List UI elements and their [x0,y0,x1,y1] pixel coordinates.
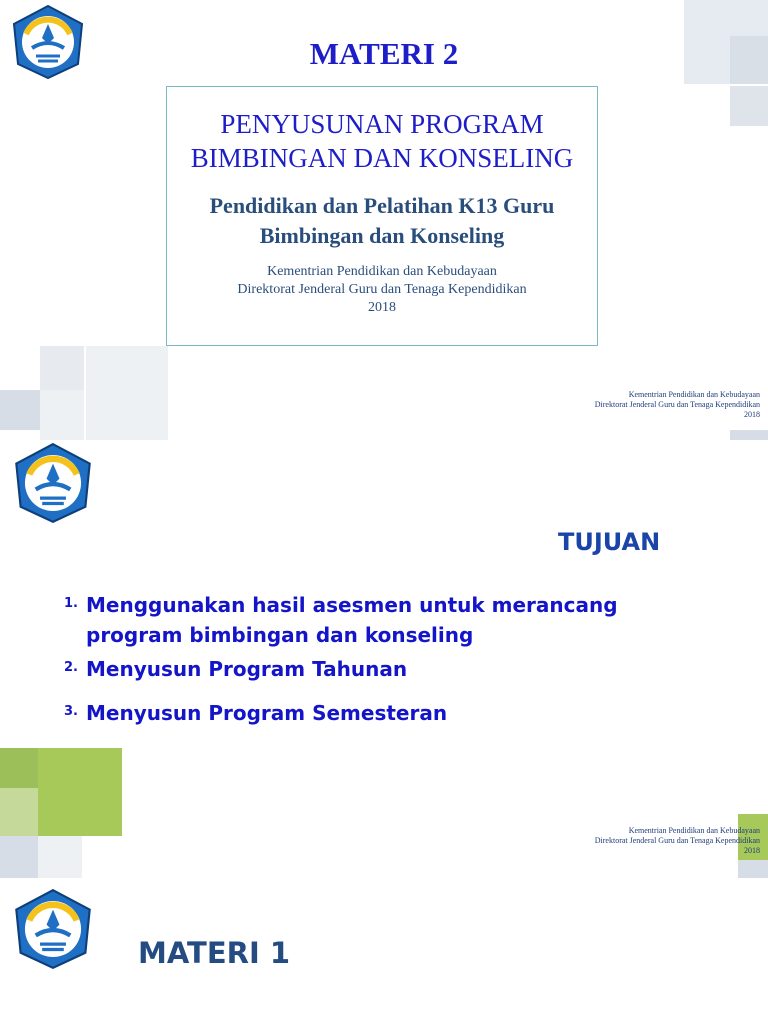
list-item [64,654,744,684]
decor-square [38,748,122,836]
footer-year: 2018 [744,846,760,855]
list-number: 2. [64,660,78,675]
decor-square [0,748,38,788]
organization-year: 2018 [368,300,396,315]
main-heading-line: PENYUSUNAN PROGRAM [220,109,544,139]
slide-title: MATERI 2 [309,36,459,71]
decor-square [0,390,40,430]
footer-line: Kementrian Pendidikan dan Kebudayaan [628,390,760,399]
decor-square [738,860,768,878]
decor-square [0,836,38,878]
list-text: Menyusun Program Semesteran [86,701,448,725]
ministry-logo-icon [12,442,94,524]
footer-year: 2018 [744,410,760,419]
main-heading [167,107,597,175]
ministry-logo-icon [12,888,94,970]
organization-line: Direktorat Jenderal Guru dan Tenaga Kependidikan [237,282,527,297]
decor-square [40,346,84,390]
list-item [64,590,744,650]
decor-square [86,346,168,440]
footer-line: Kementrian Pendidikan dan Kebudayaan [628,826,760,835]
slide-title: TUJUAN [558,528,661,556]
list-text-line: Menggunakan hasil asesmen untuk merancang [86,593,618,617]
slide-3 [0,880,768,1024]
slide-title: MATERI 1 [138,936,291,970]
list-text-line: program bimbingan dan konseling [86,623,474,647]
slide-footer [595,390,760,420]
title-box [166,86,598,346]
list-text [86,590,618,650]
list-number: 3. [64,704,78,719]
slide-2 [0,442,768,878]
list-number: 1. [64,596,78,611]
slide-1 [0,0,768,440]
list-text: Menyusun Program Tahunan [86,657,408,681]
decor-square [730,86,768,126]
organization-line: Kementrian Pendidikan dan Kebudayaan [267,264,497,279]
objectives-list [64,590,744,728]
decor-square [0,788,38,836]
organization [167,263,597,317]
decor-square [40,390,84,440]
footer-line: Direktorat Jenderal Guru dan Tenaga Kependidikan [594,400,760,409]
subtitle [167,191,597,251]
footer-line: Direktorat Jenderal Guru dan Tenaga Kependidikan [594,836,760,845]
slide-footer [595,826,760,856]
decor-square [730,430,768,440]
decor-square [38,836,82,878]
subtitle-line: Pendidikan dan Pelatihan K13 Guru [209,193,555,218]
main-heading-line: BIMBINGAN DAN KONSELING [190,143,574,173]
list-item [64,698,744,728]
subtitle-line: Bimbingan dan Konseling [259,223,505,248]
